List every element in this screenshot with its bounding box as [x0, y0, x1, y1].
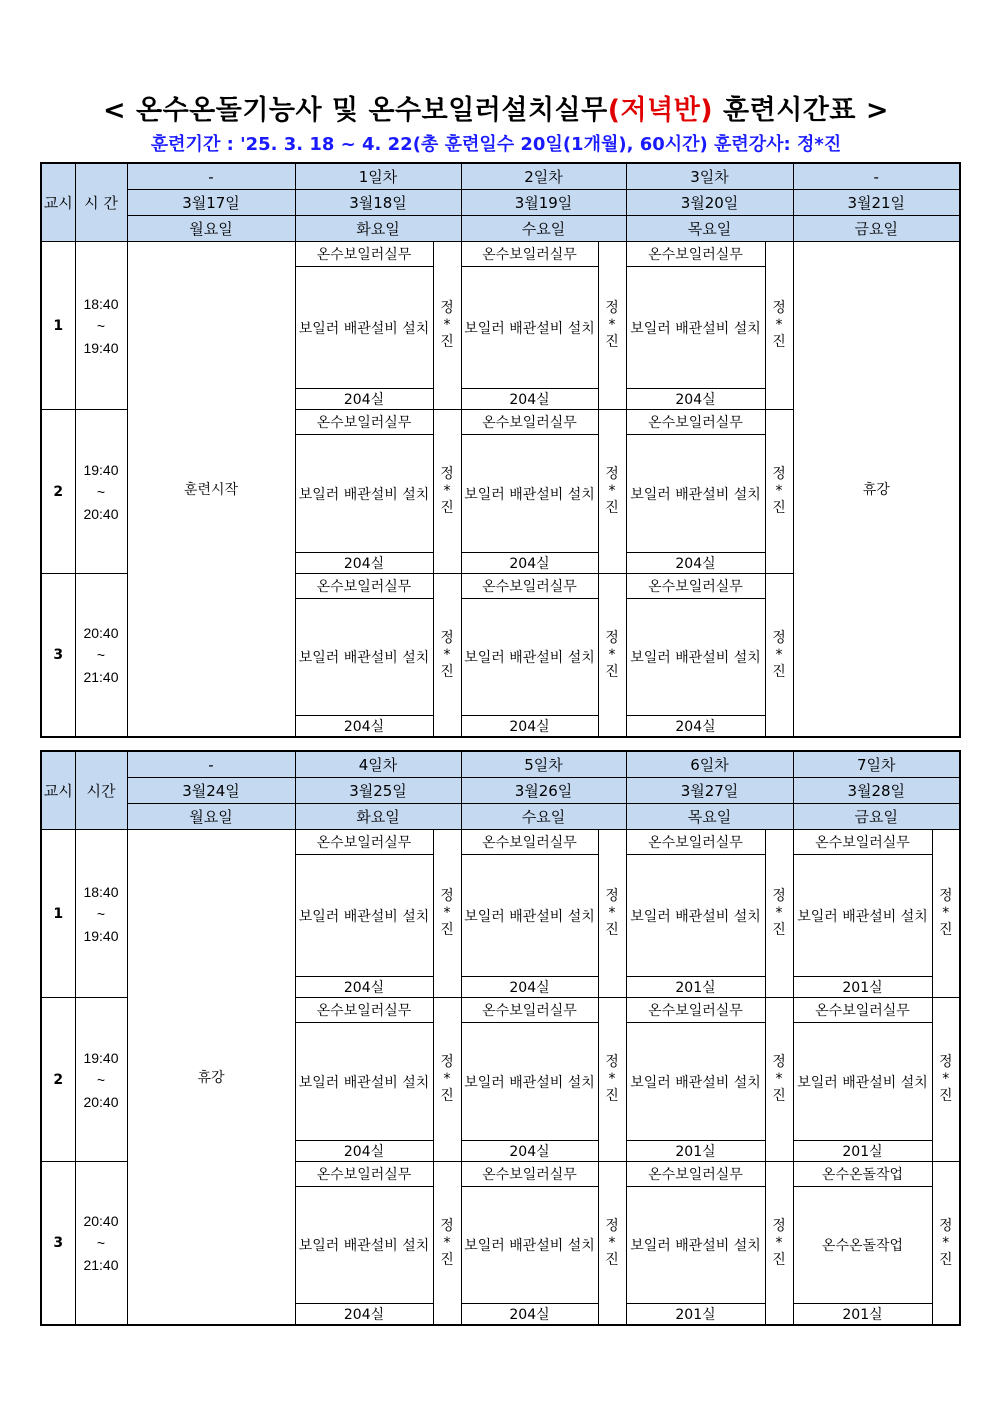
day-number-cell: 6일차 — [626, 751, 793, 778]
subject-cell: 온수보일러실무 — [626, 242, 765, 267]
time-start: 19:40 — [83, 461, 119, 478]
subject-cell: 온수보일러실무 — [461, 830, 598, 855]
first-day-note: 휴강 — [127, 830, 295, 1326]
subject-cell: 온수보일러실무 — [626, 830, 765, 855]
room-cell: 204실 — [626, 389, 765, 410]
room-cell: 204실 — [461, 1304, 598, 1326]
weekday-cell: 화요일 — [295, 216, 461, 242]
weekday-cell: 목요일 — [626, 216, 793, 242]
room-cell: 204실 — [461, 716, 598, 738]
date-cell: 3월27일 — [626, 778, 793, 804]
instructor-cell: 정 * 진 — [765, 1162, 793, 1326]
weekday-cell: 수요일 — [461, 804, 626, 830]
room-cell: 204실 — [295, 977, 433, 998]
time-header: 시간 — [75, 751, 127, 830]
subject-cell: 온수보일러실무 — [461, 410, 598, 435]
date-cell: 3월25일 — [295, 778, 461, 804]
date-cell: 3월24일 — [127, 778, 295, 804]
period-time — [75, 1162, 127, 1326]
room-cell: 204실 — [461, 389, 598, 410]
period-number: 1 — [41, 242, 75, 410]
date-cell: 3월19일 — [461, 190, 626, 216]
subject-cell: 온수보일러실무 — [793, 830, 932, 855]
title-main: < 온수온돌기능사 및 온수보일러설치실무 — [103, 95, 608, 126]
header-row-date — [41, 778, 960, 804]
content-cell: 보일러 배관설비 설치 — [461, 267, 598, 389]
instructor-cell: 정 * 진 — [433, 574, 461, 738]
time-start: 18:40 — [83, 883, 119, 900]
subject-cell: 온수보일러실무 — [793, 998, 932, 1023]
period-row — [41, 242, 960, 267]
content-cell: 보일러 배관설비 설치 — [793, 1023, 932, 1141]
content-cell: 보일러 배관설비 설치 — [461, 855, 598, 977]
day-number-cell: 5일차 — [461, 751, 626, 778]
content-cell: 보일러 배관설비 설치 — [793, 855, 932, 977]
title-highlight: (저녁반) — [607, 95, 714, 126]
room-cell: 204실 — [295, 389, 433, 410]
content-cell: 보일러 배관설비 설치 — [626, 267, 765, 389]
header-row-weekday — [41, 804, 960, 830]
time-tilde: ~ — [96, 483, 106, 500]
training-period-line: 훈련기간 : '25. 3. 18 ~ 4. 22(총 훈련일수 20일(1개월), 60시간) 훈련강사: 정*진 — [150, 134, 842, 155]
instructor-cell: 정 * 진 — [433, 242, 461, 410]
day-number-cell: 3일차 — [626, 163, 793, 190]
room-cell: 204실 — [626, 553, 765, 574]
content-cell: 온수온돌작업 — [793, 1187, 932, 1304]
instructor-cell: 정 * 진 — [433, 998, 461, 1162]
time-end: 20:40 — [83, 505, 119, 522]
date-cell: 3월26일 — [461, 778, 626, 804]
room-cell: 204실 — [295, 716, 433, 738]
period-number: 3 — [41, 1162, 75, 1326]
day-number-cell: 7일차 — [793, 751, 960, 778]
content-cell: 보일러 배관설비 설치 — [295, 855, 433, 977]
period-time — [75, 998, 127, 1162]
day-number-cell: - — [793, 163, 960, 190]
time-end: 19:40 — [83, 927, 119, 944]
instructor-cell: 정 * 진 — [765, 830, 793, 998]
weekday-cell: 월요일 — [127, 804, 295, 830]
room-cell: 204실 — [295, 1141, 433, 1162]
date-cell: 3월21일 — [793, 190, 960, 216]
content-cell: 보일러 배관설비 설치 — [626, 855, 765, 977]
period-header: 교시 — [41, 163, 75, 242]
period-time — [75, 410, 127, 574]
timetable-week-1 — [40, 162, 961, 738]
content-cell: 보일러 배관설비 설치 — [295, 435, 433, 553]
instructor-cell: 정 * 진 — [598, 1162, 626, 1326]
instructor-cell: 정 * 진 — [598, 242, 626, 410]
instructor-cell: 정 * 진 — [433, 1162, 461, 1326]
room-cell: 204실 — [295, 553, 433, 574]
period-time — [75, 574, 127, 738]
day-number-cell: 2일차 — [461, 163, 626, 190]
instructor-cell: 정 * 진 — [932, 830, 960, 998]
day-number-cell: - — [127, 751, 295, 778]
day-number-cell: 1일차 — [295, 163, 461, 190]
instructor-cell: 정 * 진 — [598, 574, 626, 738]
content-cell: 보일러 배관설비 설치 — [295, 1187, 433, 1304]
room-cell: 201실 — [793, 1304, 932, 1326]
room-cell: 204실 — [461, 1141, 598, 1162]
content-cell: 보일러 배관설비 설치 — [626, 599, 765, 716]
room-cell: 201실 — [626, 1304, 765, 1326]
content-cell: 보일러 배관설비 설치 — [626, 1187, 765, 1304]
content-cell: 보일러 배관설비 설치 — [626, 1023, 765, 1141]
header-row-day-number — [41, 163, 960, 190]
subject-cell: 온수온돌작업 — [793, 1162, 932, 1187]
instructor-cell: 정 * 진 — [765, 574, 793, 738]
time-end: 21:40 — [83, 669, 119, 685]
title-suffix: 훈련시간표 > — [713, 95, 889, 126]
last-day-note: 휴강 — [793, 242, 960, 738]
content-cell: 보일러 배관설비 설치 — [461, 599, 598, 716]
time-tilde: ~ — [96, 317, 106, 334]
time-start: 18:40 — [83, 295, 119, 312]
instructor-cell: 정 * 진 — [598, 830, 626, 998]
time-tilde: ~ — [96, 1235, 106, 1251]
header-row-date — [41, 190, 960, 216]
period-time — [75, 242, 127, 410]
instructor-cell: 정 * 진 — [598, 998, 626, 1162]
instructor-cell: 정 * 진 — [765, 242, 793, 410]
instructor-cell: 정 * 진 — [765, 998, 793, 1162]
room-cell: 201실 — [793, 977, 932, 998]
content-cell: 보일러 배관설비 설치 — [626, 435, 765, 553]
period-header: 교시 — [41, 751, 75, 830]
period-number: 1 — [41, 830, 75, 998]
time-start: 20:40 — [83, 1213, 119, 1229]
content-cell: 보일러 배관설비 설치 — [461, 1187, 598, 1304]
first-day-note: 훈련시작 — [127, 242, 295, 738]
room-cell: 204실 — [461, 553, 598, 574]
subject-cell: 온수보일러실무 — [461, 574, 598, 599]
weekday-cell: 수요일 — [461, 216, 626, 242]
room-cell: 201실 — [626, 977, 765, 998]
subject-cell: 온수보일러실무 — [626, 998, 765, 1023]
time-end: 20:40 — [83, 1093, 119, 1110]
day-number-cell: 4일차 — [295, 751, 461, 778]
period-row — [41, 830, 960, 855]
period-time — [75, 830, 127, 998]
subject-cell: 온수보일러실무 — [626, 574, 765, 599]
room-cell: 201실 — [793, 1141, 932, 1162]
instructor-cell: 정 * 진 — [932, 998, 960, 1162]
time-tilde: ~ — [96, 905, 106, 922]
content-cell: 보일러 배관설비 설치 — [461, 435, 598, 553]
day-number-cell: - — [127, 163, 295, 190]
timetable-week-2 — [40, 750, 961, 1326]
period-number: 2 — [41, 410, 75, 574]
instructor-cell: 정 * 진 — [932, 1162, 960, 1326]
subject-cell: 온수보일러실무 — [295, 410, 433, 435]
subject-cell: 온수보일러실무 — [461, 998, 598, 1023]
weekday-cell: 화요일 — [295, 804, 461, 830]
period-number: 2 — [41, 998, 75, 1162]
time-tilde: ~ — [96, 1071, 106, 1088]
instructor-cell: 정 * 진 — [433, 410, 461, 574]
header-row-day-number — [41, 751, 960, 778]
period-number: 3 — [41, 574, 75, 738]
content-cell: 보일러 배관설비 설치 — [461, 1023, 598, 1141]
subject-cell: 온수보일러실무 — [295, 574, 433, 599]
date-cell: 3월28일 — [793, 778, 960, 804]
date-cell: 3월17일 — [127, 190, 295, 216]
content-cell: 보일러 배관설비 설치 — [295, 267, 433, 389]
weekday-cell: 금요일 — [793, 216, 960, 242]
room-cell: 204실 — [461, 977, 598, 998]
time-start: 19:40 — [83, 1049, 119, 1066]
content-cell: 보일러 배관설비 설치 — [295, 1023, 433, 1141]
subject-cell: 온수보일러실무 — [295, 1162, 433, 1187]
date-cell: 3월18일 — [295, 190, 461, 216]
room-cell: 204실 — [626, 716, 765, 738]
subject-cell: 온수보일러실무 — [295, 242, 433, 267]
time-end: 19:40 — [83, 339, 119, 356]
subject-cell: 온수보일러실무 — [461, 242, 598, 267]
header-row-weekday — [41, 216, 960, 242]
instructor-cell: 정 * 진 — [598, 410, 626, 574]
instructor-cell: 정 * 진 — [433, 830, 461, 998]
weekday-cell: 금요일 — [793, 804, 960, 830]
page-title — [0, 88, 992, 127]
time-header: 시 간 — [75, 163, 127, 242]
subject-cell: 온수보일러실무 — [626, 1162, 765, 1187]
room-cell: 201실 — [626, 1141, 765, 1162]
time-start: 20:40 — [83, 625, 119, 641]
time-end: 21:40 — [83, 1257, 119, 1273]
content-cell: 보일러 배관설비 설치 — [295, 599, 433, 716]
time-tilde: ~ — [96, 647, 106, 663]
subject-cell: 온수보일러실무 — [461, 1162, 598, 1187]
subject-cell: 온수보일러실무 — [295, 830, 433, 855]
date-cell: 3월20일 — [626, 190, 793, 216]
subject-cell: 온수보일러실무 — [295, 998, 433, 1023]
weekday-cell: 월요일 — [127, 216, 295, 242]
subject-cell: 온수보일러실무 — [626, 410, 765, 435]
weekday-cell: 목요일 — [626, 804, 793, 830]
room-cell: 204실 — [295, 1304, 433, 1326]
instructor-cell: 정 * 진 — [765, 410, 793, 574]
